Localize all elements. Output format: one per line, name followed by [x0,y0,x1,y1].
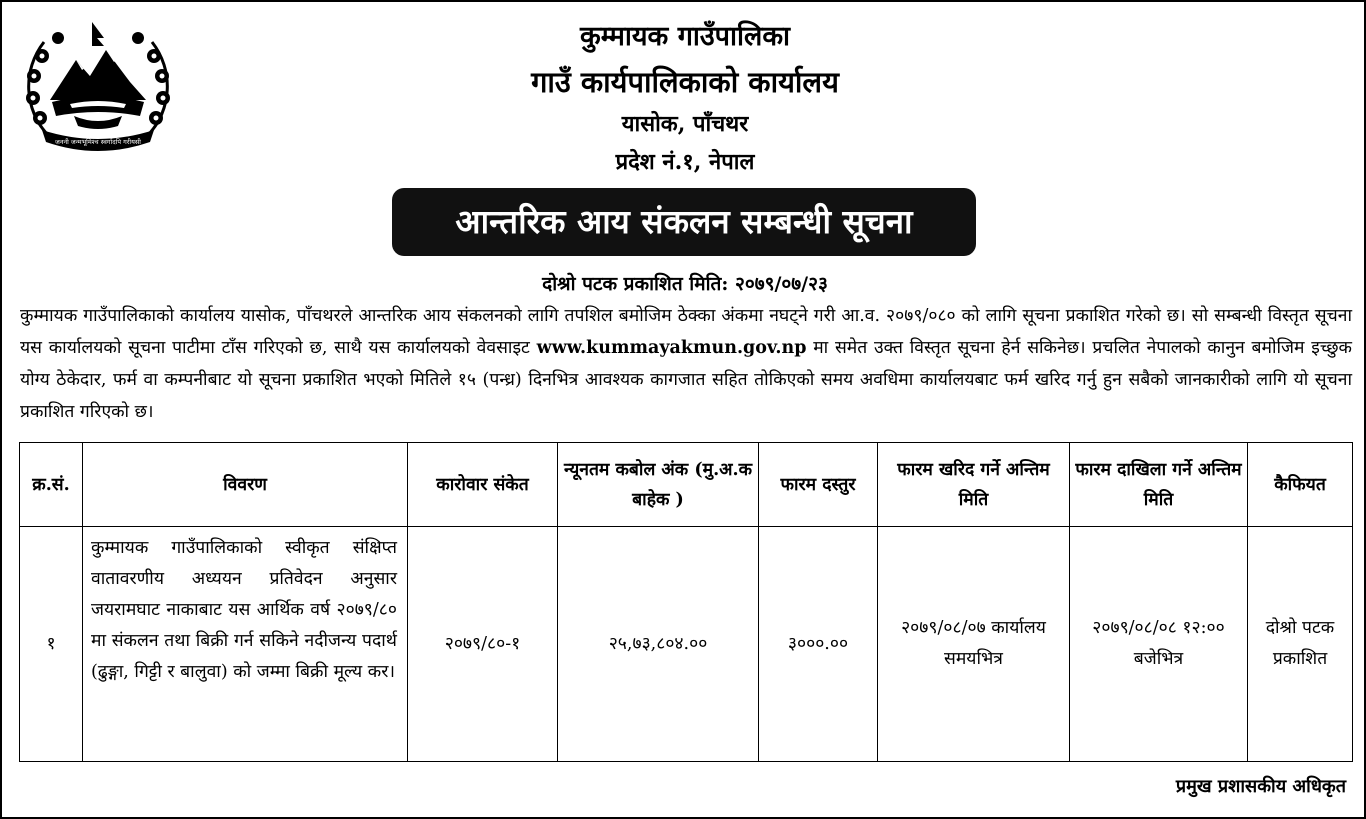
office-name: गाउँ कार्यपालिकाको कार्यालय [531,65,839,99]
notice-body [20,300,1352,428]
cell-description: कुम्मायक गाउँपालिकाको स्वीकृत संक्षिप्त वातावरणीय अध्ययन प्रतिवेदन अनुसार जयरामघाट नाकाबाट यस आर्थिक वर्ष २०७९/८० मा संकलन तथा बिक्री गर्न सकिने नदीजन्य पदार्थ (ढुङ्गा, गिट्टी र बालुवा) को जम्मा बिक्री मूल्य कर। [83,527,408,762]
tender-table [19,442,1353,762]
municipality-name: कुम्मायक गाउँपालिका [579,21,791,52]
cell-code: २०७९/८०-१ [408,527,558,762]
notice-body-part1: कुम्मायक गाउँपालिकाको कार्यालय यासोक, पाँचथरले आन्तरिक आय संकलनको लागि तपशिल बमोजिम ठेक्का अंकमा नघट्ने गरी आ.व. २०७९/०८० को लागि सूचना प्रकाशित गरेको छ। सो सम्बन्धी विस्तृत सूचना यस कार्यालयको सूचना पाटीमा टाँस गरिएको छ, साथै यस कार्यालयको वेवसाइट [20,306,1352,358]
table-row [20,527,1353,762]
website-link[interactable]: www.kummayakmun.gov.np [536,338,807,358]
notice-body-part2: मा समेत उक्त विस्तृत सूचना हेर्न सकिनेछ। प्रचलित नेपालको कानुन बमोजिम इच्छुक योग्य ठेकेदार, फर्म वा कम्पनीबाट यो सूचना प्रकाशित भएको मितिले १५ (पन्ध्र) दिनभित्र आवश्यक कागजात सहित तोकिएको समय अवधिमा कार्यालयबाट फर्म खरिद गर्नु हुन सबैको जानकारीको लागि यो सूचना प्रकाशित गरिएको छ। [20,338,1352,422]
table-header-row [20,443,1353,527]
cell-form-fee: ३०००.०० [759,527,878,762]
signatory: प्रमुख प्रशासकीय अधिकृत [1175,776,1346,797]
cell-remarks: दोश्रो पटक प्रकाशित [1248,527,1353,762]
header-description: विवरण [83,443,408,527]
notice-title: आन्तरिक आय संकलन सम्बन्धी सूचना [392,188,976,256]
cell-submit-deadline: २०७९/०८/०८ १२:०० बजेभित्र [1070,527,1248,762]
header-form-fee: फारम दस्तुर [759,443,878,527]
cell-sn: १ [20,527,83,762]
header-sn: क्र.सं. [20,443,83,527]
header-purchase-deadline: फारम खरिद गर्ने अन्तिम मिति [878,443,1070,527]
header-remarks: कैफियत [1248,443,1353,527]
cell-min-bid: २५,७३,८०४.०० [558,527,759,762]
header-submit-deadline: फारम दाखिला गर्ने अन्तिम मिति [1070,443,1248,527]
header-code: कारोवार संकेत [408,443,558,527]
office-province: प्रदेश नं.१, नेपाल [615,149,755,175]
publish-date: दोश्रो पटक प्रकाशित मिति: २०७९/०७/२३ [542,273,828,295]
header-min-bid: न्यूनतम कबोल अंक (मु.अ.क बाहेक ) [558,443,759,527]
emblem-motto: जननी जन्मभूमिश्च स्वर्गादपि गरीयसी [55,138,141,146]
cell-purchase-deadline: २०७९/०८/०७ कार्यालय समयभित्र [878,527,1070,762]
office-address: यासोक, पाँचथर [621,111,749,137]
